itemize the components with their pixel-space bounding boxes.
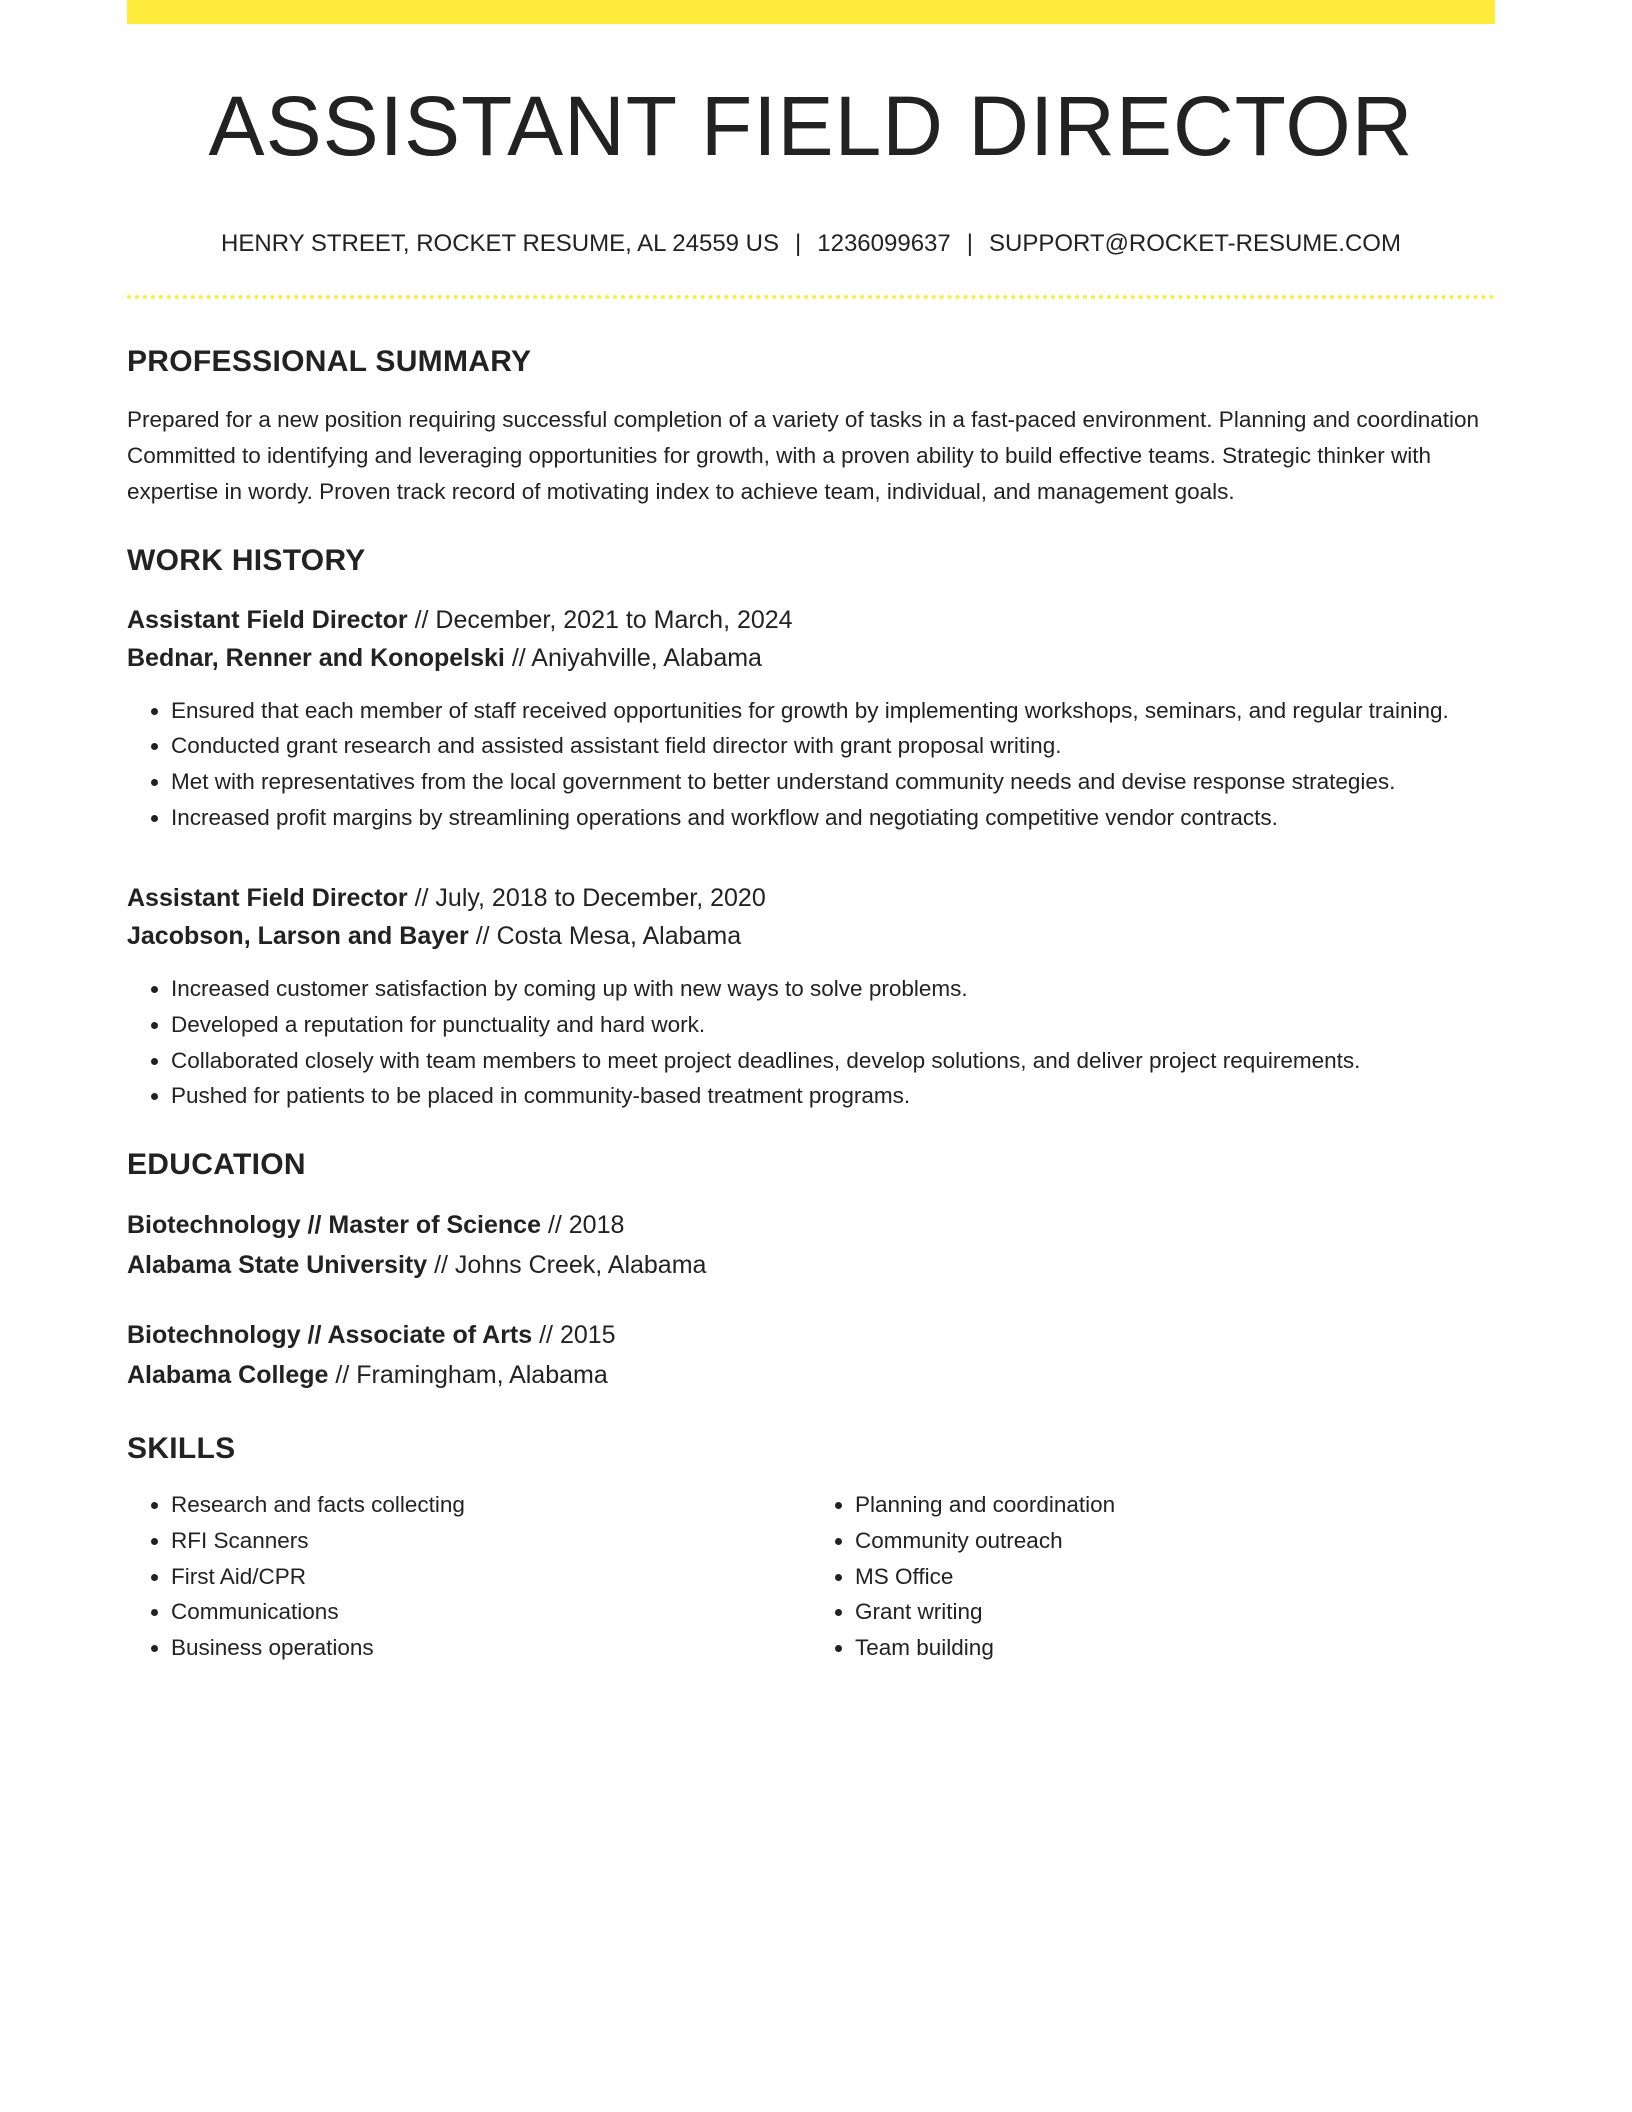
- section-heading-education: EDUCATION: [127, 1148, 306, 1182]
- job-bullet: • Developed a reputation for punctuality and hard work.: [171, 1007, 1495, 1043]
- resume-title: ASSISTANT FIELD DIRECTOR: [208, 79, 1414, 173]
- job-location: // Aniyahville, Alabama: [511, 643, 762, 672]
- job-title: Assistant Field Director: [127, 605, 408, 634]
- skill-item: • MS Office: [855, 1559, 1495, 1595]
- job-bullet: • Collaborated closely with team members to meet project deadlines, develop solutions, and deliver project requirements.: [171, 1043, 1495, 1079]
- skill-item: • Planning and coordination: [855, 1487, 1495, 1523]
- skill-item: • Business operations: [171, 1630, 811, 1666]
- job-bullet: • Ensured that each member of staff received opportunities for growth by implementing workshops, seminars, and regular training.: [171, 693, 1495, 729]
- education-school-line: [127, 1245, 1495, 1285]
- section-heading-work-history: WORK HISTORY: [127, 543, 366, 577]
- skills-grid: [127, 1487, 1495, 1666]
- education-degree: Biotechnology // Master of Science: [127, 1211, 541, 1240]
- education-location: // Framingham, Alabama: [335, 1361, 608, 1390]
- education-degree-line: [127, 1315, 1495, 1355]
- job-title-line: [127, 879, 1495, 917]
- education-year: // 2018: [547, 1211, 625, 1240]
- job-title: Assistant Field Director: [127, 884, 408, 913]
- contact-line: [127, 230, 1495, 258]
- skill-item: • Communications: [171, 1594, 811, 1630]
- contact-separator: |: [795, 230, 802, 258]
- job-bullet: • Pushed for patients to be placed in community-based treatment programs.: [171, 1078, 1495, 1114]
- section-heading-summary: PROFESSIONAL SUMMARY: [127, 345, 532, 379]
- education-school: Alabama State University: [127, 1251, 428, 1280]
- job-title-line: [127, 601, 1495, 639]
- job-company-line: [127, 917, 1495, 955]
- summary-paragraph: Prepared for a new position requiring successful completion of a variety of tasks in a fast-paced environment. Planning and coordination Committed to identifying and leveraging opportunities for growth, with a proven ability to build effective teams. Strategic thinker with expertise in wordy. Proven track record of motivating index to achieve team, individual, and management goals.: [127, 407, 1480, 504]
- job-location: // Costa Mesa, Alabama: [475, 922, 742, 951]
- contact-separator: |: [966, 230, 973, 258]
- skill-item: • First Aid/CPR: [171, 1559, 811, 1595]
- job-company: Jacobson, Larson and Bayer: [127, 922, 469, 951]
- job-bullet: • Met with representatives from the local government to better understand community needs and devise response strategies.: [171, 764, 1495, 800]
- job-bullet: • Increased profit margins by streamlining operations and workflow and negotiating competitive vendor contracts.: [171, 800, 1495, 836]
- skill-item: • Research and facts collecting: [171, 1487, 811, 1523]
- job-company-line: [127, 639, 1495, 677]
- section-heading-skills: SKILLS: [127, 1432, 236, 1466]
- education-degree: Biotechnology // Associate of Arts: [127, 1321, 533, 1350]
- contact-address: HENRY STREET, ROCKET RESUME, AL 24559 US: [221, 230, 780, 258]
- education-entry: [127, 1315, 1495, 1395]
- job-bullet-list: [127, 971, 1495, 1114]
- skill-item: • Team building: [855, 1630, 1495, 1666]
- education-school: Alabama College: [127, 1361, 329, 1390]
- job-dates: // December, 2021 to March, 2024: [414, 605, 793, 634]
- job-dates: // July, 2018 to December, 2020: [414, 884, 766, 913]
- job-company: Bednar, Renner and Konopelski: [127, 643, 505, 672]
- contact-phone: 1236099637: [817, 230, 951, 258]
- education-school-line: [127, 1355, 1495, 1395]
- accent-top-bar: [127, 0, 1495, 24]
- skills-list-left: [127, 1487, 811, 1666]
- dotted-divider: [127, 295, 1495, 299]
- resume-page: [127, 0, 1495, 2112]
- education-year: // 2015: [539, 1321, 616, 1350]
- skill-item: • RFI Scanners: [171, 1523, 811, 1559]
- job-bullet: • Increased customer satisfaction by coming up with new ways to solve problems.: [171, 971, 1495, 1007]
- skill-item: • Grant writing: [855, 1594, 1495, 1630]
- job-entry: [127, 601, 1495, 836]
- job-bullet: • Conducted grant research and assisted assistant field director with grant proposal writing.: [171, 728, 1495, 764]
- skills-list-right: [811, 1487, 1495, 1666]
- contact-email[interactable]: SUPPORT@ROCKET-RESUME.COM: [988, 230, 1401, 258]
- education-entry: [127, 1205, 1495, 1285]
- skill-item: • Community outreach: [855, 1523, 1495, 1559]
- job-entry: [127, 879, 1495, 1114]
- job-bullet-list: [127, 693, 1495, 836]
- education-location: // Johns Creek, Alabama: [434, 1251, 707, 1280]
- education-degree-line: [127, 1205, 1495, 1245]
